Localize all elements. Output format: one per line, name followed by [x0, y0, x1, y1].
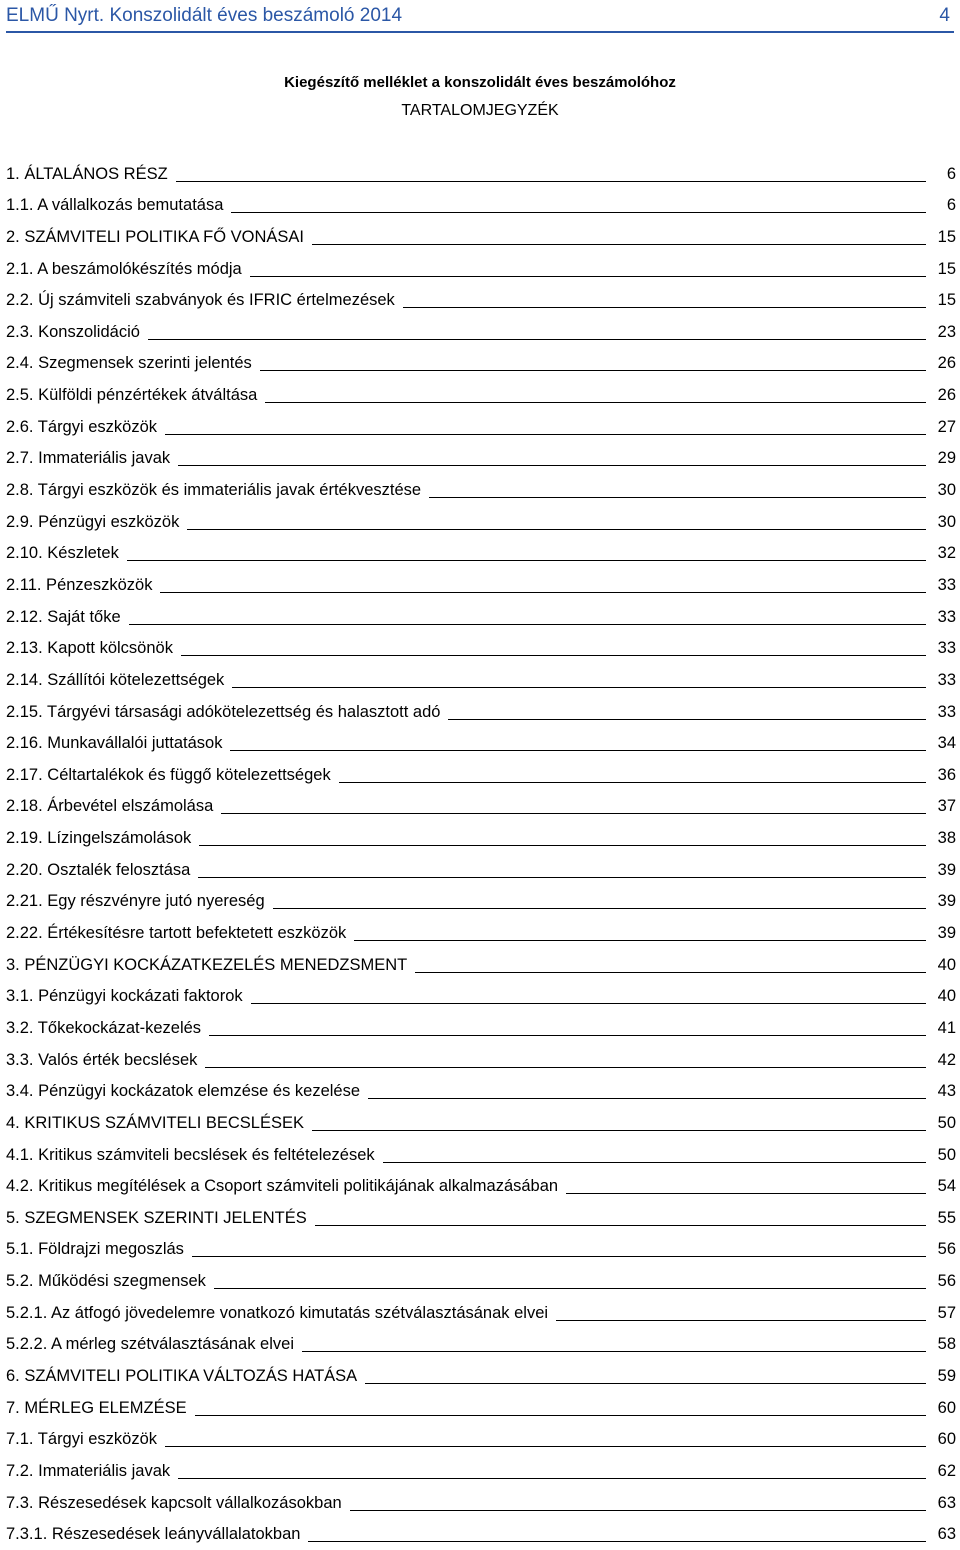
toc-entry-page: 40: [937, 955, 956, 974]
toc-entry-page: 62: [937, 1461, 956, 1480]
toc-leader-line: [556, 1320, 926, 1321]
toc-entry-label: 2.21. Egy részvényre jutó nyereség: [6, 892, 265, 911]
toc-leader-line: [260, 370, 926, 371]
toc-leader-line: [368, 1098, 926, 1099]
toc-entry-label: 2.16. Munkavállalói juttatások: [6, 734, 223, 753]
toc-entry[interactable]: [6, 981, 956, 1013]
toc-entry-page: 32: [937, 544, 956, 563]
toc-entry[interactable]: [6, 538, 956, 570]
toc-entry-label: 2.14. Szállítói kötelezettségek: [6, 670, 225, 689]
toc-entry[interactable]: [6, 1202, 956, 1234]
toc-leader-line: [165, 434, 926, 435]
toc-entry-page: 55: [937, 1208, 956, 1227]
toc-entry[interactable]: [6, 411, 956, 443]
toc-entry[interactable]: [6, 886, 956, 918]
toc-entry[interactable]: [6, 1265, 956, 1297]
toc-entry-label: 2.5. Külföldi pénzértékek átváltása: [6, 386, 258, 405]
toc-entry-page: 15: [937, 291, 956, 310]
toc-leader-line: [199, 845, 926, 846]
toc-leader-line: [209, 1035, 926, 1036]
toc-entry-page: 39: [937, 892, 956, 911]
toc-entry-page: 63: [937, 1525, 956, 1544]
toc-entry[interactable]: [6, 1487, 956, 1519]
toc-leader-line: [160, 592, 926, 593]
toc-entry-page: 26: [937, 386, 956, 405]
toc-entry[interactable]: [6, 854, 956, 886]
table-of-contents: [6, 158, 956, 1550]
toc-entry-label: 3.2. Tőkekockázat-kezelés: [6, 1018, 202, 1037]
toc-entry[interactable]: [6, 949, 956, 981]
toc-entry-label: 2.9. Pénzügyi eszközök: [6, 512, 180, 531]
toc-entry-label: 1. ÁLTALÁNOS RÉSZ: [6, 164, 168, 183]
toc-entry-page: 56: [937, 1240, 956, 1259]
toc-entry[interactable]: [6, 253, 956, 285]
toc-leader-line: [350, 1510, 926, 1511]
toc-entry[interactable]: [6, 696, 956, 728]
toc-leader-line: [354, 940, 926, 941]
toc-entry-page: 40: [937, 987, 956, 1006]
toc-entry[interactable]: [6, 1329, 956, 1361]
toc-leader-line: [315, 1225, 926, 1226]
toc-entry-label: 4. KRITIKUS SZÁMVITELI BECSLÉSEK: [6, 1113, 305, 1132]
toc-leader-line: [383, 1162, 926, 1163]
toc-leader-line: [230, 750, 926, 751]
toc-entry-label: 1.1. A vállalkozás bemutatása: [6, 196, 224, 215]
toc-entry-label: 5. SZEGMENSEK SZERINTI JELENTÉS: [6, 1208, 307, 1227]
toc-leader-line: [365, 1383, 926, 1384]
toc-entry-label: 2.6. Tárgyi eszközök: [6, 417, 158, 436]
toc-entry[interactable]: [6, 474, 956, 506]
toc-heading: TARTALOMJEGYZÉK: [401, 102, 559, 119]
toc-leader-line: [312, 244, 926, 245]
toc-entry[interactable]: [6, 569, 956, 601]
toc-entry[interactable]: [6, 633, 956, 665]
toc-entry-label: 2.20. Osztalék felosztása: [6, 860, 191, 879]
toc-entry-page: 50: [937, 1145, 956, 1164]
toc-entry[interactable]: [6, 1076, 956, 1108]
toc-entry-label: 2.11. Pénzeszközök: [6, 575, 153, 594]
toc-entry-label: 6. SZÁMVITELI POLITIKA VÁLTOZÁS HATÁSA: [6, 1366, 358, 1385]
toc-leader-line: [176, 181, 926, 182]
toc-entry-page: 36: [937, 765, 956, 784]
toc-entry[interactable]: [6, 1297, 956, 1329]
toc-leader-line: [195, 1415, 926, 1416]
toc-entry-page: 57: [937, 1303, 956, 1322]
toc-entry[interactable]: [6, 822, 956, 854]
toc-entry[interactable]: [6, 1171, 956, 1203]
toc-entry-label: 2.22. Értékesítésre tartott befektetett eszközök: [6, 924, 347, 943]
toc-entry-label: 2.1. A beszámolókészítés módja: [6, 259, 242, 278]
toc-entry-label: 2. SZÁMVITELI POLITIKA FŐ VONÁSAI: [6, 227, 304, 246]
toc-entry-page: 33: [937, 575, 956, 594]
toc-leader-line: [448, 719, 926, 720]
toc-entry-label: 5.1. Földrajzi megoszlás: [6, 1240, 184, 1259]
toc-entry[interactable]: [6, 506, 956, 538]
toc-entry-page: 15: [937, 259, 956, 278]
toc-entry-label: 2.18. Árbevétel elszámolása: [6, 797, 214, 816]
toc-entry[interactable]: [6, 601, 956, 633]
toc-entry-page: 34: [937, 734, 956, 753]
toc-entry-label: 5.2.1. Az átfogó jövedelemre vonatkozó kimutatás szétválasztásának elvei: [6, 1303, 549, 1322]
toc-entry-label: 2.7. Immateriális javak: [6, 449, 171, 468]
toc-leader-line: [205, 1067, 926, 1068]
toc-entry-page: 6: [946, 196, 956, 215]
toc-entry-label: 4.2. Kritikus megítélések a Csoport számviteli politikájának alkalmazásában: [6, 1177, 559, 1196]
toc-leader-line: [178, 1478, 926, 1479]
header-title: ELMŰ Nyrt. Konszolidált éves beszámoló 2014: [6, 4, 403, 26]
toc-entry-page: 33: [937, 639, 956, 658]
toc-entry-page: 15: [937, 227, 956, 246]
toc-entry[interactable]: [6, 1012, 956, 1044]
toc-entry-label: 3.4. Pénzügyi kockázatok elemzése és kezelése: [6, 1082, 361, 1101]
toc-entry-label: 5.2. Működési szegmensek: [6, 1272, 206, 1291]
toc-entry-label: 2.19. Lízingelszámolások: [6, 829, 192, 848]
toc-leader-line: [192, 1256, 926, 1257]
toc-entry[interactable]: [6, 285, 956, 317]
toc-entry-label: 4.1. Kritikus számviteli becslések és feltételezések: [6, 1145, 375, 1164]
toc-entry-page: 58: [937, 1335, 956, 1354]
toc-leader-line: [214, 1288, 926, 1289]
toc-entry-page: 27: [937, 417, 956, 436]
toc-leader-line: [221, 813, 926, 814]
toc-leader-line: [415, 972, 926, 973]
toc-entry-label: 2.2. Új számviteli szabványok és IFRIC értelmezések: [6, 291, 395, 310]
toc-entry[interactable]: [6, 379, 956, 411]
toc-entry-label: 2.4. Szegmensek szerinti jelentés: [6, 354, 252, 373]
toc-entry-page: 29: [937, 449, 956, 468]
toc-entry-page: 33: [937, 702, 956, 721]
toc-entry[interactable]: [6, 1139, 956, 1171]
toc-entry-page: 26: [937, 354, 956, 373]
toc-entry-label: 5.2.2. A mérleg szétválasztásának elvei: [6, 1335, 294, 1354]
toc-leader-line: [339, 782, 926, 783]
toc-leader-line: [127, 560, 926, 561]
toc-entry-page: 43: [937, 1082, 956, 1101]
toc-entry[interactable]: [6, 1392, 956, 1424]
toc-entry-page: 39: [937, 924, 956, 943]
toc-entry[interactable]: [6, 917, 956, 949]
toc-leader-line: [198, 877, 926, 878]
toc-entry[interactable]: [6, 759, 956, 791]
toc-entry-page: 54: [937, 1177, 956, 1196]
toc-leader-line: [302, 1351, 926, 1352]
toc-entry-label: 7.2. Immateriális javak: [6, 1461, 171, 1480]
toc-entry-page: 60: [937, 1430, 956, 1449]
document-title: Kiegészítő melléklet a konszolidált éves beszámolóhoz: [284, 74, 676, 91]
toc-entry[interactable]: [6, 221, 956, 253]
toc-entry[interactable]: [6, 791, 956, 823]
toc-leader-line: [129, 624, 926, 625]
toc-entry-page: 50: [937, 1113, 956, 1132]
toc-entry[interactable]: [6, 1424, 956, 1456]
toc-entry-page: 60: [937, 1398, 956, 1417]
toc-entry-label: 2.10. Készletek: [6, 544, 119, 563]
toc-leader-line: [232, 687, 926, 688]
toc-entry-label: 7.1. Tárgyi eszközök: [6, 1430, 158, 1449]
toc-entry[interactable]: [6, 443, 956, 475]
toc-entry[interactable]: [6, 158, 956, 190]
toc-entry[interactable]: [6, 728, 956, 760]
toc-entry[interactable]: [6, 1519, 956, 1550]
toc-entry[interactable]: [6, 1234, 956, 1266]
toc-leader-line: [181, 655, 926, 656]
toc-entry-page: 37: [937, 797, 956, 816]
toc-leader-line: [178, 465, 926, 466]
toc-entry-page: 33: [937, 670, 956, 689]
toc-leader-line: [403, 307, 926, 308]
toc-entry[interactable]: [6, 190, 956, 222]
toc-leader-line: [251, 1003, 926, 1004]
toc-leader-line: [429, 497, 926, 498]
toc-entry-label: 3. PÉNZÜGYI KOCKÁZATKEZELÉS MENEDZSMENT: [6, 955, 408, 974]
toc-entry[interactable]: [6, 664, 956, 696]
toc-entry-label: 2.12. Saját tőke: [6, 607, 121, 626]
toc-entry-label: 2.8. Tárgyi eszközök és immateriális javak értékvesztése: [6, 481, 422, 500]
toc-entry-label: 2.13. Kapott kölcsönök: [6, 639, 173, 658]
toc-entry[interactable]: [6, 1044, 956, 1076]
toc-leader-line: [312, 1130, 926, 1131]
toc-entry-label: 3.3. Valós érték becslések: [6, 1050, 198, 1069]
toc-leader-line: [187, 529, 926, 530]
toc-entry-page: 63: [937, 1493, 956, 1512]
toc-leader-line: [566, 1193, 926, 1194]
toc-entry-label: 7.3. Részesedések kapcsolt vállalkozásokban: [6, 1493, 342, 1512]
page-header: [6, 0, 954, 33]
toc-entry-page: 39: [937, 860, 956, 879]
header-page-number: 4: [939, 4, 950, 26]
toc-entry[interactable]: [6, 1455, 956, 1487]
toc-leader-line: [250, 276, 926, 277]
toc-entry[interactable]: [6, 1107, 956, 1139]
toc-entry-label: 2.3. Konszolidáció: [6, 322, 140, 341]
toc-entry-page: 33: [937, 607, 956, 626]
toc-leader-line: [148, 339, 926, 340]
toc-leader-line: [231, 212, 926, 213]
toc-entry-label: 2.17. Céltartalékok és függő kötelezettségek: [6, 765, 331, 784]
toc-entry-page: 59: [937, 1366, 956, 1385]
toc-entry-page: 41: [937, 1018, 956, 1037]
toc-leader-line: [265, 402, 926, 403]
toc-entry[interactable]: [6, 348, 956, 380]
toc-entry-page: 6: [946, 164, 956, 183]
toc-entry-page: 23: [937, 322, 956, 341]
toc-entry-label: 7.3.1. Részesedések leányvállalatokban: [6, 1525, 301, 1544]
toc-leader-line: [273, 908, 926, 909]
toc-entry-page: 30: [937, 512, 956, 531]
toc-entry-label: 7. MÉRLEG ELEMZÉSE: [6, 1398, 187, 1417]
toc-leader-line: [165, 1446, 926, 1447]
toc-entry-label: 3.1. Pénzügyi kockázati faktorok: [6, 987, 243, 1006]
toc-entry-label: 2.15. Tárgyévi társasági adókötelezettség és halasztott adó: [6, 702, 441, 721]
toc-entry[interactable]: [6, 316, 956, 348]
toc-entry-page: 56: [937, 1272, 956, 1291]
toc-leader-line: [308, 1541, 926, 1542]
toc-entry-page: 30: [937, 481, 956, 500]
toc-entry-page: 38: [937, 829, 956, 848]
toc-entry[interactable]: [6, 1360, 956, 1392]
toc-entry-page: 42: [937, 1050, 956, 1069]
